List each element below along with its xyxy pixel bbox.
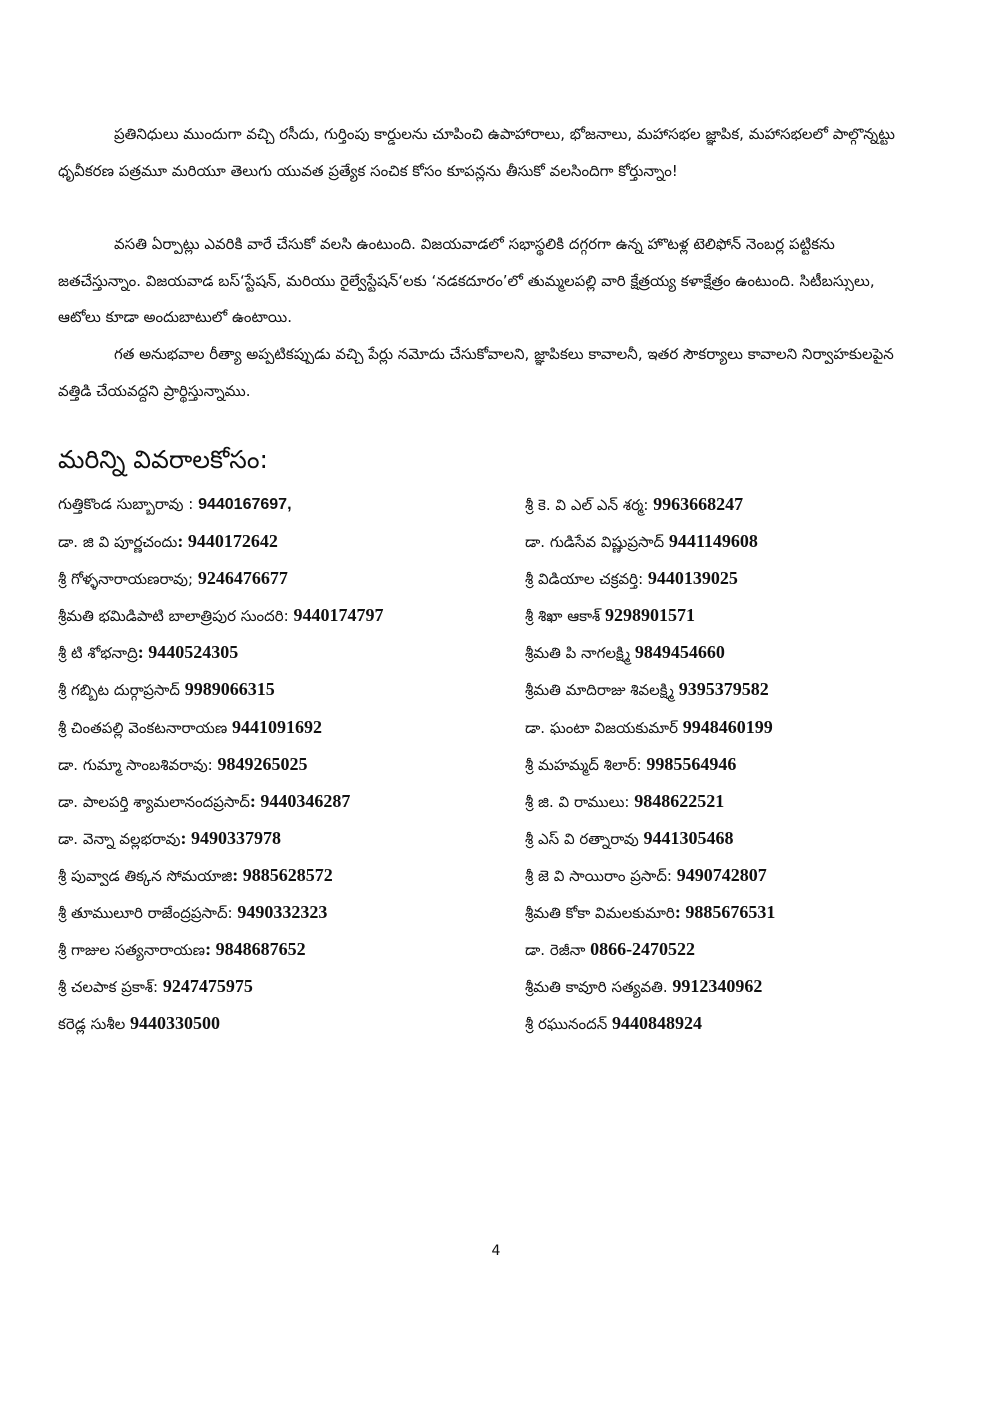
contact-name: శ్రీమతి కోకా విమలకుమారి (525, 904, 675, 923)
contact-name: శ్రీమతి పి నాగలక్ష్మి (525, 644, 635, 663)
contact-entry (525, 746, 945, 783)
contact-entry (525, 709, 945, 746)
contact-phone: : 9885628572 (232, 864, 333, 885)
contact-entry (58, 486, 508, 523)
contact-phone: 9441149608 (668, 531, 758, 552)
contact-phone: 9963668247 (653, 494, 744, 514)
contact-phone: : 9440172642 (177, 531, 278, 552)
contact-phone: 9490332323 (237, 902, 328, 923)
contact-name: శ్రీమతి మాదిరాజు శివలక్ష్మి (525, 681, 679, 700)
contact-name: శ్రీ విడియాల చక్రవర్తి: (525, 570, 648, 589)
contact-name: శ్రీ తూములూరి రాజేంద్రప్రసాద్: (58, 904, 238, 923)
contact-name: శ్రీమతి కావూరి సత్యవతి. (525, 978, 673, 997)
contact-entry (58, 560, 508, 597)
contact-entry (58, 597, 508, 634)
contact-entry (58, 671, 508, 708)
paragraph-text: గత అనుభవాల రీత్యా అప్పటికప్పుడు వచ్చి పేర్లు నమోదు చేసుకోవాలని, జ్ఞాపికలు కావాలనీ, ఇతర సౌకర్యాలు కావాలని నిర్వాహకులపైన వత్తిడి చేయవద్దని ప్రార్థిస్తున్నాము. (58, 345, 894, 400)
contact-name: శ్రీ గోళ్ళనారాయణరావు; (58, 570, 198, 589)
contact-entry (58, 746, 508, 783)
contact-name: శ్రీ మహమ్మద్ శిలార్: (525, 755, 647, 774)
contact-entry (58, 783, 508, 820)
paragraph-text: వసతి ఏర్పాట్లు ఎవరికి వారే చేసుకో వలసి ఉంటుంది. విజయవాడలో సభాస్థలికి దగ్గరగా ఉన్న హొటళ్ల టెలిఫోన్ నెంబర్ల పట్టికను జతచేస్తున్నాం. విజయవాడ బస్‘స్టేషన్, మరియు రైల్వేస్టేషన్‘లకు ‘నడకదూరం’లో తుమ్మలపల్లి వారి క్షేత్రయ్య కళాక్షేత్రం ఉంటుంది. సిటీబస్సులు, ఆటోలు కూడా అందుబాటులో ఉంటాయి. (58, 235, 875, 326)
contact-name: డా. గుడిసేవ విష్ణుప్రసాద్ (525, 533, 669, 552)
contact-name: గుత్తికొండ సుబ్బారావు : (58, 495, 199, 513)
contact-phone: 9989066315 (184, 679, 275, 700)
page-number: 4 (491, 1243, 501, 1259)
contact-phone: 0866-2470522 (590, 939, 696, 960)
contact-entry (525, 560, 945, 597)
contact-name: శ్రీ రఘునందన్ (525, 1015, 612, 1034)
contact-name: శ్రీ గాజుల సత్యనారాయణ (58, 941, 206, 960)
contact-phone: 9440848924 (612, 1013, 702, 1034)
contact-entry (525, 894, 945, 931)
contact-entry (525, 597, 945, 634)
contact-phone: 9441305468 (643, 827, 734, 848)
contact-entry (58, 523, 508, 560)
contact-phone: 9948460199 (682, 716, 773, 737)
paragraph-request (58, 336, 918, 409)
contact-phone: 9440330500 (129, 1013, 220, 1034)
contact-name: శ్రీ చలపాక ప్రకాశ్: (58, 978, 163, 997)
contact-phone: 9440167697, (198, 496, 292, 513)
contact-entry (525, 857, 945, 894)
contact-name: డా. రెజీనా (525, 941, 591, 960)
paragraph-text: ప్రతినిధులు ముందుగా వచ్చి రసీదు, గుర్తింపు కార్డులను చూపించి ఉపాహారాలు, భోజనాలు, మహాసభల జ్ఞాపిక, మహాసభలలో పాల్గొన్నట్టు ధృవీకరణ పత్రమూ మరియూ తెలుగు యువత ప్రత్యేక సంచిక కోసం కూపన్లను తీసుకో వలసిందిగా కోర్తున్నాం! (58, 125, 895, 180)
contact-entry (58, 931, 508, 968)
contact-name: డా. గుమ్మా సాంబశివరావు: (58, 755, 218, 774)
contact-phone: 9246476677 (197, 568, 288, 589)
contact-name: డా. పాలపర్తి శ్యామలానందప్రసాద్ (58, 792, 250, 811)
contacts-heading: మరిన్ని వివరాలకోసం: (58, 445, 268, 474)
contact-name: శ్రీ టి శోభనాద్రి (58, 644, 138, 663)
contact-phone: 9849265025 (217, 753, 308, 774)
contact-name: డా. వెన్నా వల్లభరావు (58, 829, 181, 848)
contact-name: కరెడ్ల సుశీల (58, 1015, 130, 1034)
contact-entry (525, 820, 945, 857)
contact-phone: 9912340962 (672, 976, 763, 997)
contact-entry (525, 486, 945, 523)
contact-entry (58, 634, 508, 671)
contact-phone: 9849454660 (634, 642, 725, 663)
contact-entry (525, 523, 945, 560)
contact-entry (58, 820, 508, 857)
contact-phone: 9298901571 (605, 605, 696, 626)
contact-entry (525, 968, 945, 1005)
contact-phone: : 9440346287 (249, 790, 351, 811)
paragraph-delegate-instructions (58, 116, 918, 189)
contact-phone: 9985564946 (646, 753, 737, 774)
contact-entry (58, 894, 508, 931)
contact-name: శ్రీ కె. వి ఎల్ ఎన్ శర్మ: (525, 496, 654, 514)
contact-entry (58, 709, 508, 746)
contact-phone: 9441091692 (231, 716, 322, 737)
contact-phone: : 9848687652 (205, 939, 306, 960)
contact-phone: : 9440524305 (137, 642, 239, 663)
contact-name: శ్రీ పువ్వాడ తిక్కన సోమయాజి (58, 866, 233, 885)
contacts-list-right (525, 486, 945, 1042)
contact-phone: 9395379582 (678, 679, 769, 700)
contact-name: శ్రీ ఎస్ వి రత్నారావు (525, 829, 644, 848)
paragraph-accommodation (58, 226, 918, 336)
contact-phone: : 9885676531 (674, 902, 776, 923)
contact-name: డా. జి వి పూర్ణచందు (58, 533, 178, 552)
contacts-list-left (58, 486, 508, 1042)
contact-entry (525, 1005, 945, 1042)
contact-entry (525, 783, 945, 820)
contact-name: శ్రీమతి భమిడిపాటి బాలాత్రిపుర సుందరి: (58, 607, 294, 626)
contact-phone: 9440174797 (293, 605, 384, 626)
contact-name: శ్రీ చింతపల్లి వెంకటనారాయణ (58, 718, 232, 737)
contact-phone: 9848622521 (634, 790, 725, 811)
contact-entry (58, 968, 508, 1005)
contact-entry (525, 671, 945, 708)
contact-name: శ్రీ జె వి సాయిరాం ప్రసాద్: (525, 866, 677, 885)
contact-phone: 9490742807 (676, 864, 767, 885)
contact-phone: 9440139025 (647, 568, 738, 589)
contact-phone: : 9490337978 (180, 827, 281, 848)
contact-name: శ్రీ జి. వి రాములు: (525, 792, 635, 811)
contact-name: శ్రీ గబ్బిట దుర్గాప్రసాద్ (58, 681, 185, 700)
contact-name: శ్రీ శిఖా ఆకాశ్ (525, 607, 606, 626)
contact-entry (58, 1005, 508, 1042)
contact-entry (525, 931, 945, 968)
contact-name: డా. ఘంటా విజయకుమార్ (525, 718, 683, 737)
contact-phone: 9247475975 (162, 976, 253, 997)
contact-entry (58, 857, 508, 894)
contact-entry (525, 634, 945, 671)
